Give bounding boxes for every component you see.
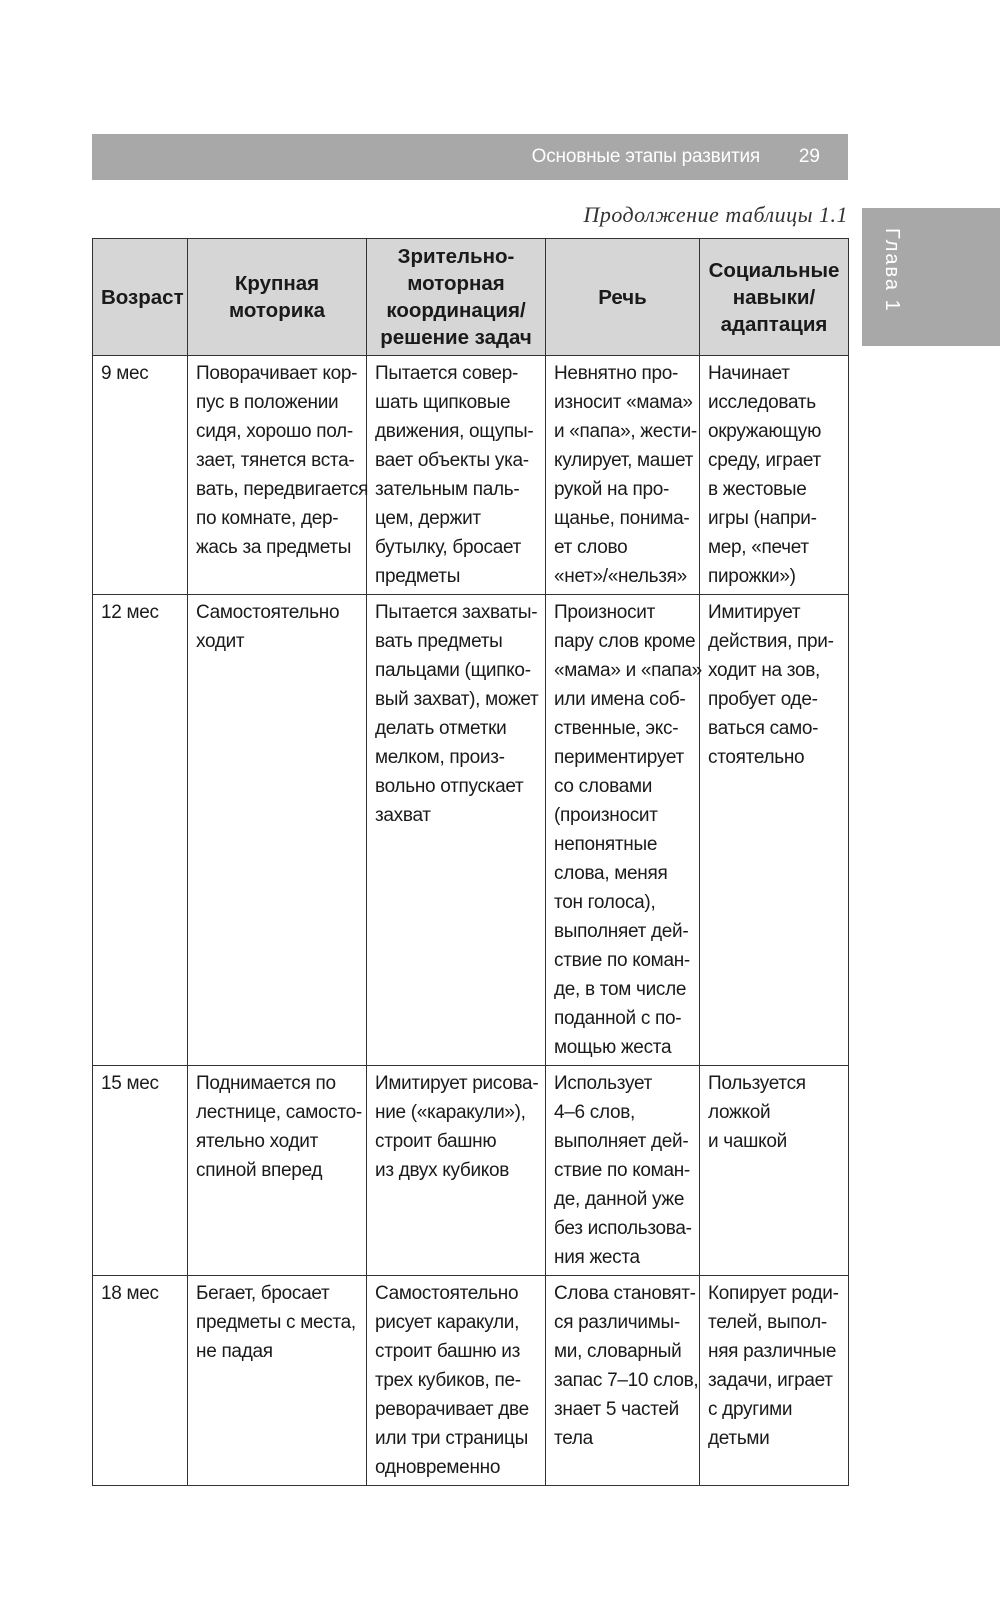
cell-line: Копирует роди- xyxy=(708,1283,839,1304)
cell-line: Имитирует рисова- xyxy=(375,1073,539,1094)
cell-line: (произносит xyxy=(554,805,658,826)
cell-line: Поворачивает кор- xyxy=(196,363,358,384)
cell-line: щанье, понима- xyxy=(554,508,690,529)
cell-line: мощью жеста xyxy=(554,1037,672,1058)
cell-line: де, данной уже xyxy=(554,1189,685,1210)
cell-line: ходит на зов, xyxy=(708,660,820,681)
cell-line: реворачивает две xyxy=(375,1399,529,1420)
cell-gross-motor xyxy=(188,1066,367,1276)
cell-line: Произносит xyxy=(554,602,655,623)
cell-speech xyxy=(546,595,700,1066)
cell-line: тон голоса), xyxy=(554,892,656,913)
column-header-age xyxy=(93,239,188,356)
cell-line: делать отметки xyxy=(375,718,507,739)
cell-line: Пользуется xyxy=(708,1073,806,1094)
column-header-gross-motor xyxy=(188,239,367,356)
cell-line: окружающую xyxy=(708,421,822,442)
cell-line: Слова становят- xyxy=(554,1283,696,1304)
cell-line: Пытается совер- xyxy=(375,363,518,384)
table-row xyxy=(93,1066,849,1276)
cell-line: Пытается захваты- xyxy=(375,602,538,623)
cell-line: Самостоятельно xyxy=(196,602,340,623)
cell-line: без использова- xyxy=(554,1218,692,1239)
cell-visual-motor xyxy=(367,595,546,1066)
column-header-speech xyxy=(546,239,700,356)
cell-age xyxy=(93,1066,188,1276)
cell-line: Начинает xyxy=(708,363,790,384)
cell-line: со словами xyxy=(554,776,653,797)
cell-line: ся различимы- xyxy=(554,1312,680,1333)
cell-line: исследовать xyxy=(708,392,816,413)
cell-line: и чашкой xyxy=(708,1131,787,1152)
column-header-social xyxy=(700,239,849,356)
milestones-table xyxy=(92,238,849,1486)
cell-line: из двух кубиков xyxy=(375,1160,510,1181)
cell-line: вать предметы xyxy=(375,631,503,652)
cell-line: цем, держит xyxy=(375,508,481,529)
cell-line: ние («каракули»), xyxy=(375,1102,526,1123)
cell-social xyxy=(700,356,849,595)
cell-line: мелком, произ- xyxy=(375,747,505,768)
cell-line: ствие по коман- xyxy=(554,950,690,971)
cell-line: 4–6 слов, xyxy=(554,1102,636,1123)
cell-line: ния жеста xyxy=(554,1247,640,1268)
cell-line: знает 5 частей xyxy=(554,1399,679,1420)
cell-line: в жестовые xyxy=(708,479,807,500)
table-row xyxy=(93,356,849,595)
cell-line: 9 мес xyxy=(101,363,149,384)
cell-line: мер, «печет xyxy=(708,537,809,558)
cell-line: ми, словарный xyxy=(554,1341,682,1362)
cell-line: или имена соб- xyxy=(554,689,686,710)
cell-line: пальцами (щипко- xyxy=(375,660,531,681)
cell-line: захват xyxy=(375,805,431,826)
cell-line: Поднимается по xyxy=(196,1073,336,1094)
table-row xyxy=(93,1276,849,1486)
cell-line: задачи, играет xyxy=(708,1370,833,1391)
cell-speech xyxy=(546,356,700,595)
cell-gross-motor xyxy=(188,1276,367,1486)
cell-line: непонятные xyxy=(554,834,658,855)
cell-visual-motor xyxy=(367,1276,546,1486)
cell-line: с другими xyxy=(708,1399,793,1420)
cell-line: лестнице, самосто- xyxy=(196,1102,362,1123)
table-body xyxy=(93,356,849,1486)
header-line: навыки/ xyxy=(732,285,816,309)
cell-line: ятельно ходит xyxy=(196,1131,318,1152)
cell-line: среду, играет xyxy=(708,450,821,471)
header-line: Крупная xyxy=(234,272,320,295)
cell-line: «мама» и «папа» xyxy=(554,660,702,681)
cell-line: трех кубиков, пе- xyxy=(375,1370,521,1391)
cell-line: 12 мес xyxy=(101,602,159,623)
cell-line: ходит xyxy=(196,631,245,652)
cell-line: жась за предметы xyxy=(196,537,352,558)
header-row xyxy=(93,239,849,356)
cell-visual-motor xyxy=(367,356,546,595)
cell-social xyxy=(700,1066,849,1276)
cell-line: строит башню xyxy=(375,1131,497,1152)
cell-line: пробует оде- xyxy=(708,689,818,710)
cell-line: кулирует, машет xyxy=(554,450,694,471)
cell-line: выполняет дей- xyxy=(554,921,689,942)
cell-speech xyxy=(546,1276,700,1486)
cell-line: де, в том числе xyxy=(554,979,687,1000)
cell-line: спиной вперед xyxy=(196,1160,323,1181)
cell-line: пирожки») xyxy=(708,566,796,587)
cell-line: вать, передвигается xyxy=(196,479,369,500)
running-title: Основные этапы развития xyxy=(531,146,760,167)
cell-age xyxy=(93,356,188,595)
cell-line: пус в положении xyxy=(196,392,339,413)
cell-line: ложкой xyxy=(708,1102,771,1123)
cell-line: 18 мес xyxy=(101,1283,159,1304)
cell-social xyxy=(700,1276,849,1486)
running-header xyxy=(92,134,848,180)
cell-line: по комнате, дер- xyxy=(196,508,339,529)
cell-line: предметы xyxy=(375,566,461,587)
cell-social xyxy=(700,595,849,1066)
header-line: Возраст xyxy=(101,285,184,309)
cell-line: детьми xyxy=(708,1428,770,1449)
cell-line: и «папа», жести- xyxy=(554,421,697,442)
cell-line: Невнятно про- xyxy=(554,363,679,384)
cell-line: рисует каракули, xyxy=(375,1312,520,1333)
cell-line: няя различные xyxy=(708,1341,837,1362)
cell-line: зательным паль- xyxy=(375,479,520,500)
cell-line: бутылку, бросает xyxy=(375,537,522,558)
table-row xyxy=(93,595,849,1066)
cell-speech xyxy=(546,1066,700,1276)
cell-line: поданной с по- xyxy=(554,1008,682,1029)
cell-line: игры (напри- xyxy=(708,508,817,529)
cell-line: Использует xyxy=(554,1073,653,1094)
cell-gross-motor xyxy=(188,356,367,595)
cell-line: выполняет дей- xyxy=(554,1131,689,1152)
cell-line: периментирует xyxy=(554,747,684,768)
cell-line: Бегает, бросает xyxy=(196,1283,330,1304)
cell-line: одновременно xyxy=(375,1457,501,1478)
cell-line: шать щипковые xyxy=(375,392,511,413)
header-line: моторная xyxy=(407,272,505,295)
cell-line: движения, ощупы- xyxy=(375,421,534,442)
cell-age xyxy=(93,595,188,1066)
chapter-label: Глава 1 xyxy=(881,228,903,313)
cell-line: вольно отпускает xyxy=(375,776,524,797)
header-line: Речь xyxy=(598,285,647,309)
cell-line: ваться само- xyxy=(708,718,819,739)
cell-line: или три страницы xyxy=(375,1428,528,1449)
cell-line: 15 мес xyxy=(101,1073,159,1094)
cell-line: рукой на про- xyxy=(554,479,670,500)
cell-line: телей, выпол- xyxy=(708,1312,827,1333)
cell-line: зает, тянется вста- xyxy=(196,450,355,471)
header-line: Зрительно- xyxy=(397,245,515,268)
cell-line: вый захват), может xyxy=(375,689,539,710)
page-number: 29 xyxy=(798,146,820,167)
cell-visual-motor xyxy=(367,1066,546,1276)
cell-line: износит «мама» xyxy=(554,392,693,413)
cell-line: стоятельно xyxy=(708,747,805,768)
cell-line: Самостоятельно xyxy=(375,1283,519,1304)
header-line: координация/ xyxy=(386,299,526,322)
cell-age xyxy=(93,1276,188,1486)
cell-line: слова, меняя xyxy=(554,863,668,884)
header-line: адаптация xyxy=(720,312,828,336)
header-line: Социальные xyxy=(708,258,840,282)
cell-line: действия, при- xyxy=(708,631,834,652)
cell-line: не падая xyxy=(196,1341,273,1362)
cell-line: запас 7–10 слов, xyxy=(554,1370,699,1391)
cell-line: вает объекты ука- xyxy=(375,450,529,471)
cell-line: ственные, экс- xyxy=(554,718,679,739)
cell-gross-motor xyxy=(188,595,367,1066)
cell-line: ет слово xyxy=(554,537,628,558)
header-line: решение задач xyxy=(380,326,532,349)
cell-line: тела xyxy=(554,1428,593,1449)
cell-line: «нет»/«нельзя» xyxy=(554,566,687,587)
table-caption: Продолжение таблицы 1.1 xyxy=(583,202,848,227)
cell-line: пару слов кроме xyxy=(554,631,696,652)
cell-line: строит башню из xyxy=(375,1341,521,1362)
cell-line: сидя, хорошо пол- xyxy=(196,421,353,442)
cell-line: Имитирует xyxy=(708,602,801,623)
cell-line: ствие по коман- xyxy=(554,1160,690,1181)
cell-line: предметы с места, xyxy=(196,1312,356,1333)
header-line: моторика xyxy=(229,299,325,322)
column-header-visual-motor xyxy=(367,239,546,356)
